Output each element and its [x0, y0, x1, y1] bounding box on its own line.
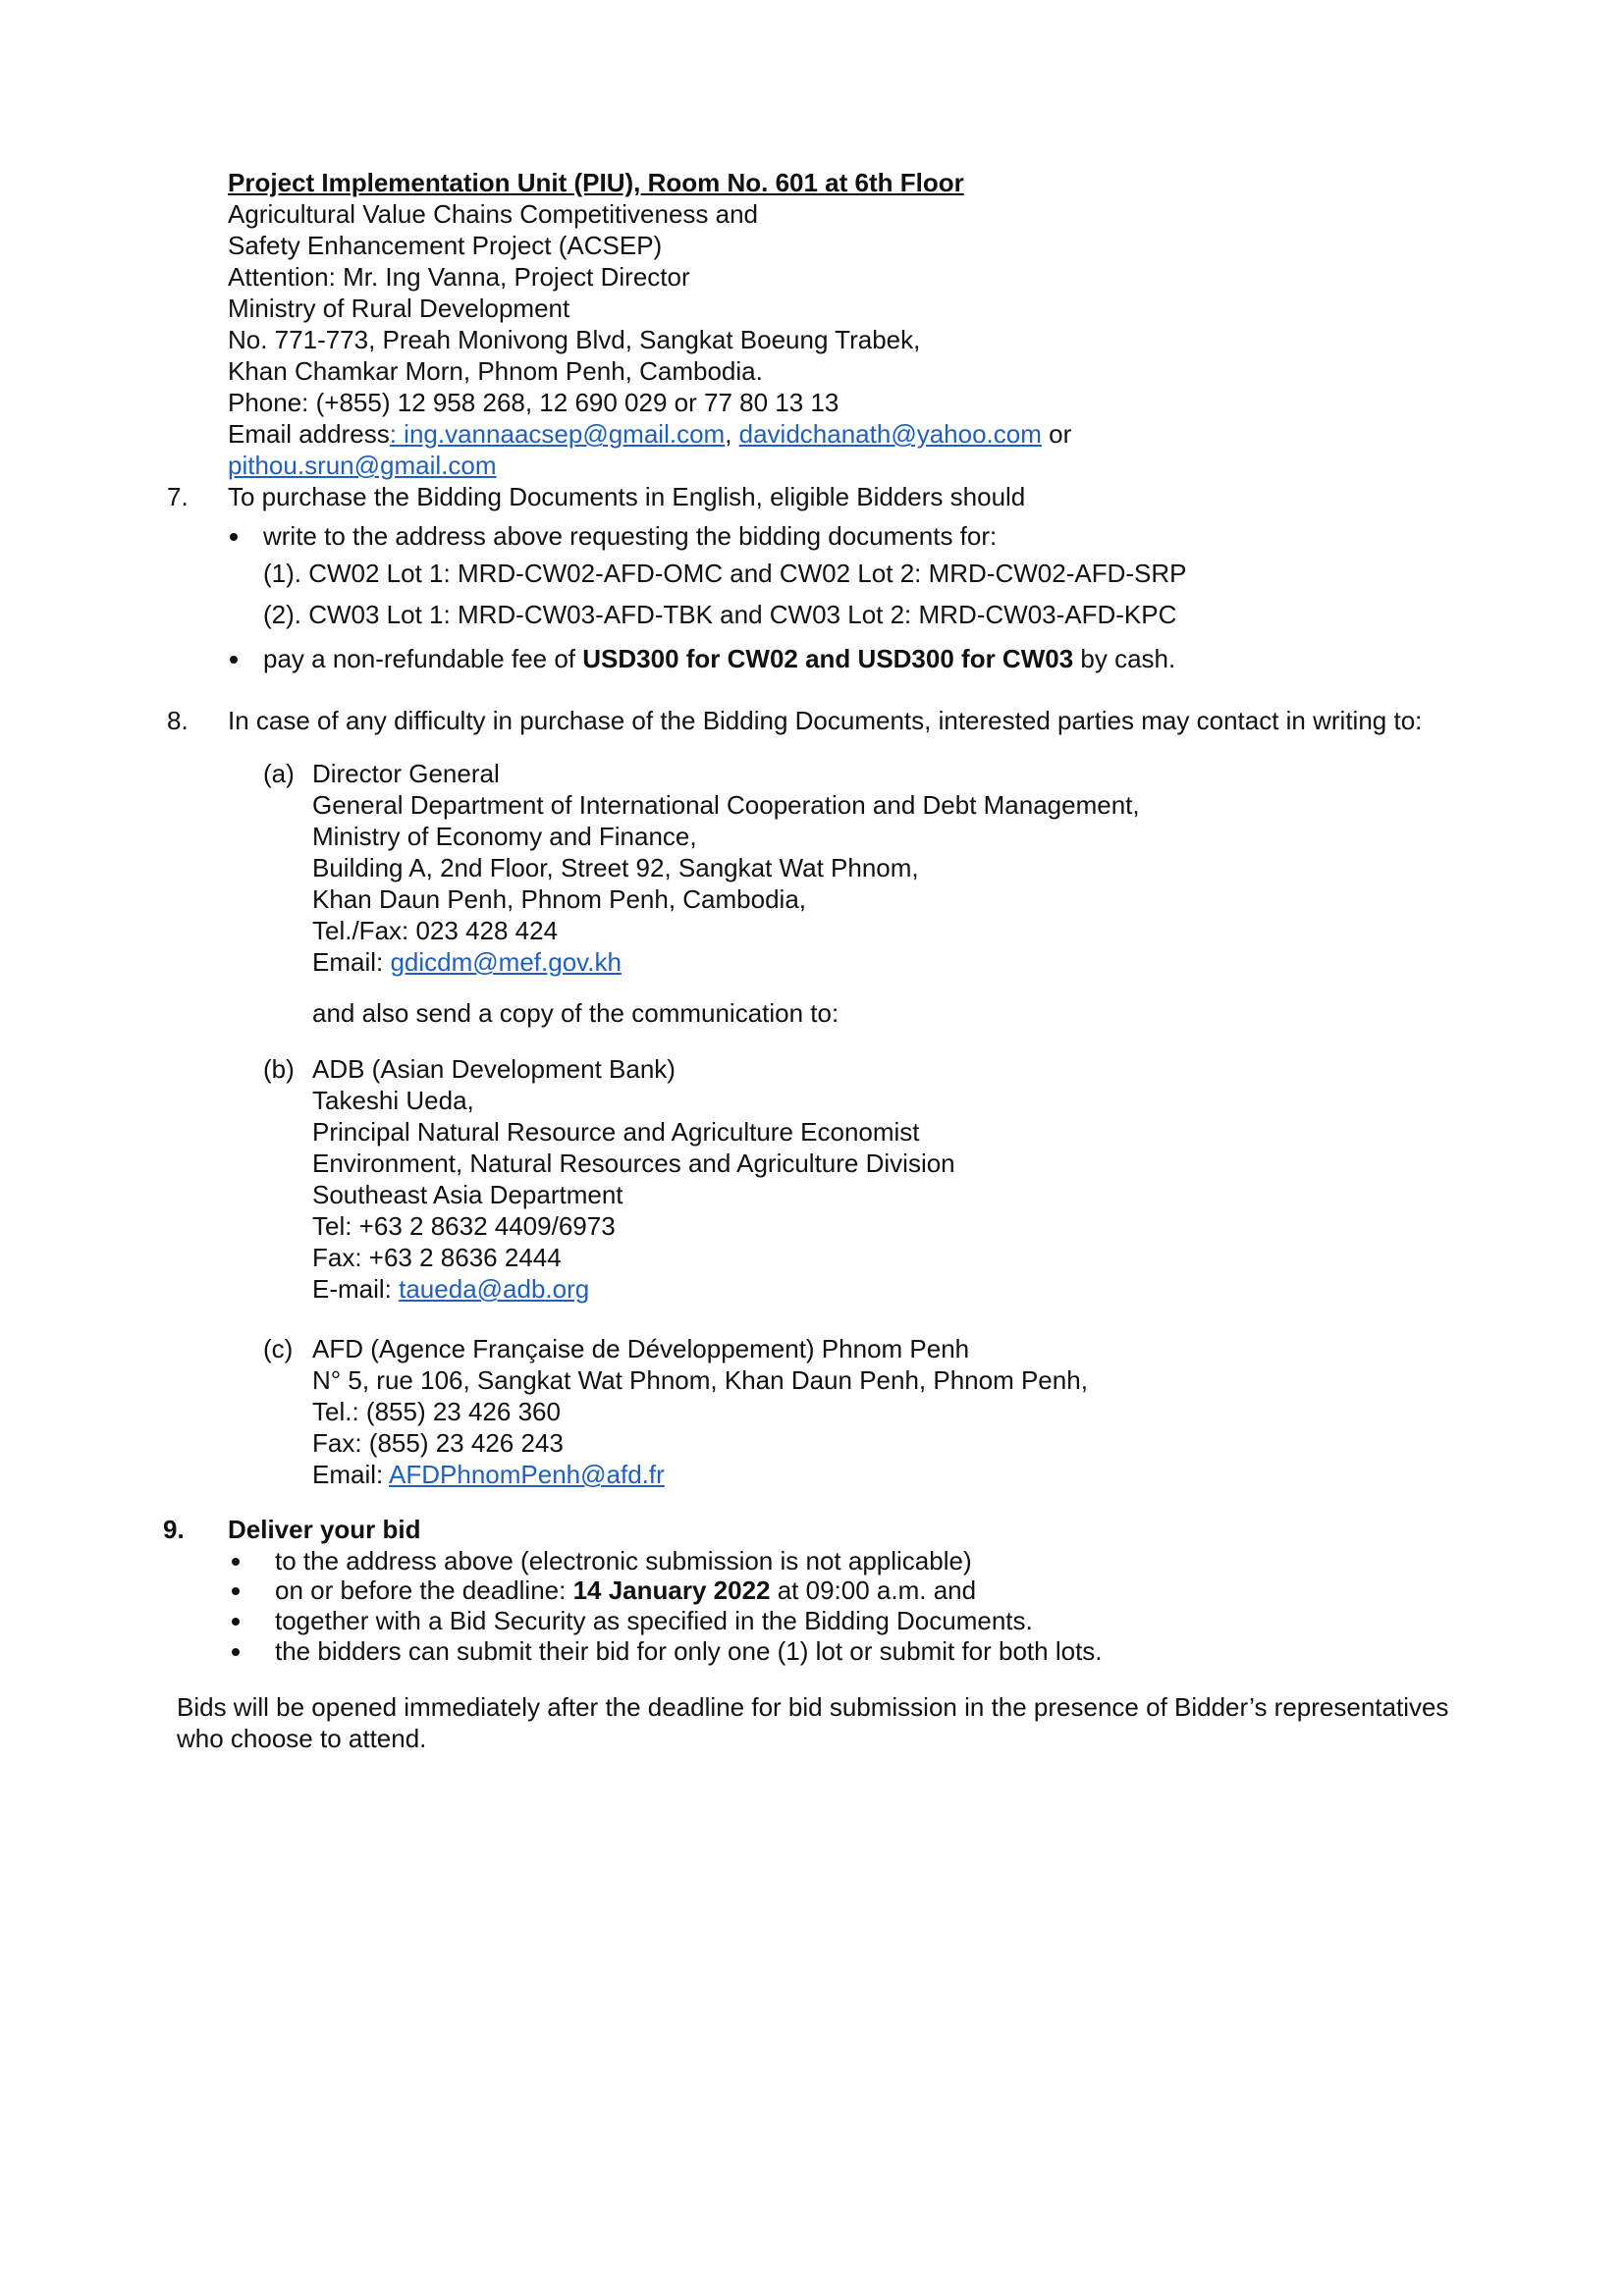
item-7-bullet-2	[263, 643, 1175, 674]
contact-b-line: ADB (Asian Development Bank)	[312, 1054, 676, 1084]
closing-line-1: Bids will be opened immediately after the deadline for bid submission in the presence of Bidder’s representatives	[177, 1692, 1449, 1722]
contact-b-line: Tel: +63 2 8632 4409/6973	[312, 1211, 616, 1241]
contact-a-line: Khan Daun Penh, Phnom Penh, Cambodia,	[312, 884, 807, 914]
piu-email-link-3[interactable]: pithou.srun@gmail.com	[228, 451, 497, 480]
piu-phone: Phone: (+855) 12 958 268, 12 690 029 or 77 80 13 13	[228, 388, 839, 417]
contact-a-email-link[interactable]: gdicdm@mef.gov.kh	[390, 947, 622, 977]
piu-email-line-2	[228, 450, 1071, 481]
item-9-heading: Deliver your bid	[228, 1515, 421, 1544]
contact-c-email-line	[312, 1459, 1088, 1490]
piu-line: Ministry of Rural Development	[228, 294, 570, 323]
piu-line: Safety Enhancement Project (ACSEP)	[228, 231, 663, 260]
item-9-bullet-2	[275, 1575, 976, 1606]
bullet-icon	[232, 1618, 240, 1626]
bullet-icon	[230, 533, 238, 541]
piu-email-line	[228, 418, 1071, 450]
contact-a-line: Tel./Fax: 023 428 424	[312, 916, 559, 945]
item-8-number: 8.	[167, 706, 189, 735]
closing-line-2: who choose to attend.	[177, 1724, 427, 1753]
contact-b-line: Takeshi Ueda,	[312, 1086, 474, 1115]
deadline-text: on or before the deadline:	[275, 1575, 573, 1605]
contact-c-line: Fax: (855) 23 426 243	[312, 1428, 564, 1458]
contact-b-line: Environment, Natural Resources and Agriculture Division	[312, 1148, 955, 1178]
contact-c-line: Tel.: (855) 23 426 360	[312, 1397, 561, 1426]
item-8-intro: In case of any difficulty in purchase of the Bidding Documents, interested parties may contact in writing to:	[228, 706, 1423, 735]
contact-a-line: Ministry of Economy and Finance,	[312, 822, 697, 851]
bullet-icon	[232, 1587, 240, 1595]
piu-line: Agricultural Value Chains Competitiveness and	[228, 199, 759, 229]
fee-amount: USD300 for CW02 and USD300 for CW03	[582, 644, 1074, 673]
contact-b-email-line	[312, 1273, 955, 1305]
item-7-sub-1: (1). CW02 Lot 1: MRD-CW02-AFD-OMC and CW02 Lot 2: MRD-CW02-AFD-SRP	[263, 559, 1187, 588]
contact-b-label: (b)	[263, 1054, 295, 1084]
piu-email-label: Email address	[228, 419, 390, 449]
deadline-time: at 09:00 a.m. and	[770, 1575, 977, 1605]
item-7-sub-2: (2). CW03 Lot 1: MRD-CW03-AFD-TBK and CW03 Lot 2: MRD-CW03-AFD-KPC	[263, 600, 1177, 629]
piu-line: No. 771-773, Preah Monivong Blvd, Sangkat Boeung Trabek,	[228, 325, 921, 354]
piu-line: Khan Chamkar Morn, Phnom Penh, Cambodia.	[228, 356, 763, 386]
contact-c-email-label: Email:	[312, 1460, 390, 1489]
bullet-icon	[232, 1558, 240, 1566]
fee-text: pay a non-refundable fee of	[263, 644, 583, 673]
item-9-bullet-3: together with a Bid Security as specified in the Bidding Documents.	[275, 1606, 1033, 1635]
contact-a-block	[312, 758, 1140, 978]
item-9-number: 9.	[163, 1515, 185, 1544]
contact-a-line: General Department of International Cooperation and Debt Management,	[312, 790, 1140, 820]
contact-a-email-label: Email:	[312, 947, 391, 977]
piu-email-or: or	[1041, 419, 1072, 449]
piu-email-separator: ,	[725, 419, 739, 449]
piu-address-block	[228, 167, 1071, 481]
piu-email-link-2[interactable]: davidchanath@yahoo.com	[738, 419, 1042, 449]
item-9-bullet-4: the bidders can submit their bid for only one (1) lot or submit for both lots.	[275, 1636, 1103, 1666]
contact-b-email-label: E-mail:	[312, 1274, 400, 1304]
contact-b-line: Southeast Asia Department	[312, 1180, 623, 1209]
contact-a-email-line	[312, 946, 1140, 978]
contact-a-line: Director General	[312, 759, 500, 788]
bullet-icon	[230, 656, 238, 664]
contact-b-line: Principal Natural Resource and Agriculture Economist	[312, 1117, 920, 1147]
deadline-date: 14 January 2022	[572, 1575, 771, 1605]
contact-c-label: (c)	[263, 1334, 294, 1363]
piu-heading: Project Implementation Unit (PIU), Room No. 601 at 6th Floor	[228, 168, 964, 197]
copy-note: and also send a copy of the communication to:	[312, 998, 839, 1028]
contact-b-block	[312, 1053, 955, 1305]
item-7-intro: To purchase the Bidding Documents in English, eligible Bidders should	[228, 482, 1026, 511]
bullet-icon	[232, 1648, 240, 1656]
contact-c-email-link[interactable]: AFDPhnomPenh@afd.fr	[389, 1460, 665, 1489]
item-9-bullet-1: to the address above (electronic submission is not applicable)	[275, 1546, 972, 1575]
item-7-bullet-1: write to the address above requesting the bidding documents for:	[263, 521, 998, 551]
contact-a-line: Building A, 2nd Floor, Street 92, Sangkat Wat Phnom,	[312, 853, 919, 882]
contact-c-line: AFD (Agence Française de Développement) Phnom Penh	[312, 1334, 970, 1363]
contact-c-line: N° 5, rue 106, Sangkat Wat Phnom, Khan Daun Penh, Phnom Penh,	[312, 1365, 1088, 1395]
piu-email-link-1[interactable]: : ing.vannaacsep@gmail.com	[389, 419, 726, 449]
item-7-number: 7.	[167, 482, 189, 511]
contact-a-label: (a)	[263, 759, 295, 788]
contact-c-block	[312, 1333, 1088, 1490]
piu-line: Attention: Mr. Ing Vanna, Project Director	[228, 262, 690, 292]
fee-text-end: by cash.	[1073, 644, 1176, 673]
contact-b-email-link[interactable]: taueda@adb.org	[399, 1274, 590, 1304]
contact-b-line: Fax: +63 2 8636 2444	[312, 1243, 562, 1272]
